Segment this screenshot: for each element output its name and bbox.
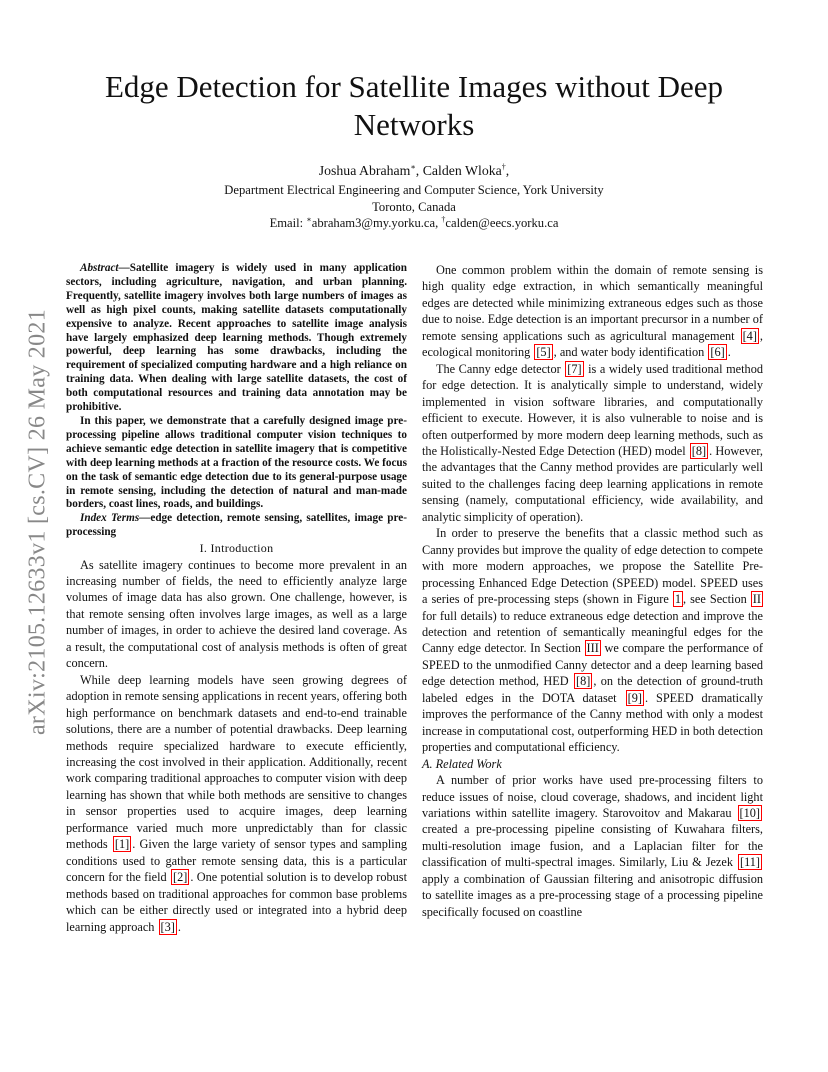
- intro-p4-text-a: The Canny edge detector: [436, 361, 565, 376]
- citation-link-1[interactable]: [1]: [114, 837, 130, 852]
- citation-link-9[interactable]: [9]: [627, 690, 642, 705]
- abstract-paragraph-2: In this paper, we demonstrate that a carefully designed image pre-processing pipeline allows traditional computer vision techniques to achieve semantic edge detection in satellite imagery that is competitive with deep learning methods at a fraction of the resource costs. We focus on the task of semantic edge detection due to its general-purpose usage in remote sensing, including the detection of natural and man-made borders, coast lines, roads, and buildings.: [66, 414, 407, 511]
- citation-link-2[interactable]: [2]: [172, 870, 188, 885]
- intro-paragraph-3: [422, 262, 763, 361]
- citation-link-5[interactable]: [5]: [536, 345, 551, 360]
- intro-p4-text-b: is a widely used traditional method for edge detection. It is analytically simple to understand, widely implemented in vision software libraries, and computationally efficient to execute. However, it is also vulnerable to noise and is often outperformed by more modern deep learning methods, such as the Holistically-Nested Edge Detection (HED) model: [422, 361, 763, 458]
- citation-link-10[interactable]: [10]: [739, 805, 760, 820]
- index-terms-text: edge detection, remote sensing, satellites, image pre-processing: [66, 512, 407, 539]
- affiliation-location: Toronto, Canada: [372, 200, 456, 214]
- arxiv-sidebar: [18, 282, 58, 762]
- email-2: calden@eecs.yorku.ca: [445, 216, 559, 230]
- intro-p5-text-b: , see Section: [683, 592, 751, 607]
- intro-p3-text-b: , ecological monitoring: [422, 328, 763, 360]
- intro-p3-text-a: One common problem within the domain of remote sensing is high quality edge extraction, in which semantically meaningful edges are detected while minimizing extraneous edges such as those due to noise. Edge detection is an important precursor in a number of remote sensing applications such as agricultural management: [422, 263, 763, 343]
- figure-link-1[interactable]: 1: [674, 592, 682, 607]
- abstract-label: Abstract: [80, 262, 119, 274]
- author-1: Joshua Abraham: [318, 163, 411, 178]
- email-label: Email:: [269, 216, 307, 230]
- related-p1-text-b: created a pre-processing pipeline consisting of Kuwahara filters, multi-resolution image fusion, and a Laplacian filter for the classification of multi-spectral images. Similarly, Liu & Jezek: [422, 822, 763, 870]
- intro-paragraph-1: As satellite imagery continues to become more prevalent in an increasing number of fields, the need to efficiently analyze large volumes of image data has also grown. One challenge, however, is that remote sensing often involves large images, as well as a large number of images, in order to achieve the desired land coverage. As a result, the computational cost of analysis methods is often of great concern.: [66, 557, 407, 671]
- section-link-2[interactable]: II: [752, 592, 761, 607]
- citation-link-6[interactable]: [6]: [710, 345, 725, 360]
- citation-link-8b[interactable]: [8]: [575, 674, 591, 689]
- intro-p3-text-c: , and water body identification: [553, 345, 708, 360]
- email-1: abraham3@my.yorku.ca,: [311, 216, 442, 230]
- index-terms-dash: —: [139, 512, 151, 525]
- index-terms: [66, 512, 407, 540]
- citation-link-8[interactable]: [8]: [691, 443, 707, 458]
- intro-p5-text-f: . SPEED dramatically improves the performance of the Canny method with only a modest increase in computational cost, outperforming HED in both detection properties and computational efficiency.: [422, 690, 764, 755]
- email-2-mark: †: [441, 214, 446, 224]
- citation-link-7[interactable]: [7]: [567, 361, 582, 376]
- author-2: Calden Wloka: [422, 163, 502, 178]
- abstract-dash: —: [118, 262, 130, 274]
- related-paragraph-1: [422, 772, 763, 920]
- intro-p3-text-d: .: [727, 345, 731, 360]
- intro-p4-text-c: . However, the advantages that the Canny method provides are particularly well suited to the challenges facing deep learning applications in remote sensing (namely, computational efficiency, wide availability, and analytic simplicity of operation).: [422, 443, 763, 524]
- index-terms-label: Index Terms: [80, 512, 140, 525]
- section-link-3[interactable]: III: [586, 641, 599, 656]
- intro-paragraph-4: [422, 361, 763, 526]
- intro-p5-text-c: for full details) to reduce extraneous edge detection and improve the detection and retention of semantically meaningful edges for the Canny edge detector. In Section: [422, 608, 763, 656]
- author-separator: ,: [415, 163, 423, 178]
- left-column: [66, 262, 407, 935]
- intro-p5-text-d: we compare the performance of SPEED to the unmodified Canny detector and a deep learning based edge detection method, HED: [422, 641, 764, 689]
- intro-p2-text-c: . One potential solution is to develop robust methods based on traditional approaches for common base problems which can be either directly used or integrated into a hybrid deep learning approach: [66, 870, 408, 934]
- paper-title: Edge Detection for Satellite Images without Deep Networks: [104, 69, 724, 142]
- arxiv-identifier: arXiv:2105.12633v1 [cs.CV] 26 May 2021: [24, 308, 51, 736]
- affiliation-department: Department Electrical Engineering and Computer Science, York University: [224, 183, 604, 197]
- affiliation-email: [60, 215, 768, 231]
- abstract-paragraph: [66, 262, 407, 415]
- citation-link-3[interactable]: [3]: [160, 919, 175, 934]
- subsection-heading-related-work: A. Related Work: [422, 756, 502, 771]
- intro-p2-text-b: . Given the large variety of sensor types and sampling conditions used to gather remote sensing data, this is a particular concern for the field: [66, 837, 407, 885]
- intro-paragraph-2: [66, 672, 407, 935]
- author-2-mark: †: [501, 162, 506, 172]
- section-heading-introduction: I. Introduction: [199, 541, 274, 556]
- right-column: [422, 262, 763, 920]
- author-1-mark: ∗: [410, 162, 416, 172]
- related-p1-text-c: apply a combination of Gaussian filtering and anisotropic diffusion to satellite images as a pre-processing stage of a processing pipeline specifically focused on coastline: [422, 871, 763, 919]
- abstract-text-1: Satellite imagery is widely used in many application sectors, including agriculture, navigation, and urban planning. Frequently, satellite imagery involves both large numbers of images as well as high pixel counts, making satellite datasets computationally expensive to analyze. Recent approaches to satellite image analysis have largely emphasized deep learning methods. Though extremely powerful, deep learning has some drawbacks, including the requirement of specialized computing hardware and a high reliance on training data. When dealing with large satellite datasets, the cost of both computational resources and training data annotation may be prohibitive.: [66, 262, 407, 414]
- related-p1-text-a: A number of prior works have used pre-processing filters to reduce issues of noise, cloud coverage, shadows, and incident light variations within satellite imagery. Starovoitov and Makarau: [422, 773, 763, 820]
- author-line: [60, 162, 768, 179]
- citation-link-11[interactable]: [11]: [739, 855, 760, 870]
- intro-p5-text-e: , on the detection of ground-truth labeled edges in the DOTA dataset: [422, 674, 764, 705]
- email-1-mark: ∗: [306, 214, 312, 224]
- intro-paragraph-5: [422, 525, 763, 755]
- author-trail: ,: [505, 163, 510, 178]
- intro-p5-text-a: In order to preserve the benefits that a classic method such as Canny provides but improve the quality of edge detection to compete with more modern approaches, we propose the Satellite Pre-processing Enhanced Edge Detection (SPEED) model. SPEED uses a series of pre-processing steps (shown in Figure: [422, 526, 763, 607]
- citation-link-4[interactable]: [4]: [742, 328, 757, 343]
- intro-p2-text-a: While deep learning models have seen growing degrees of adoption in remote sensing applications in recent years, offering both high performance on benchmark datasets and end-to-end trainable solutions, there are a number of potential drawbacks. Deep learning methods require specialized hardware to execute efficiently, increasing the cost involved in their application. Additionally, recent work comparing traditional approaches to computer vision with deep learning has shown that while both methods are sensitive to changes in sensor properties used to acquire images, deep learning performance varied much more unpredictably than for classic methods: [66, 672, 407, 852]
- intro-p2-text-d: .: [177, 919, 181, 934]
